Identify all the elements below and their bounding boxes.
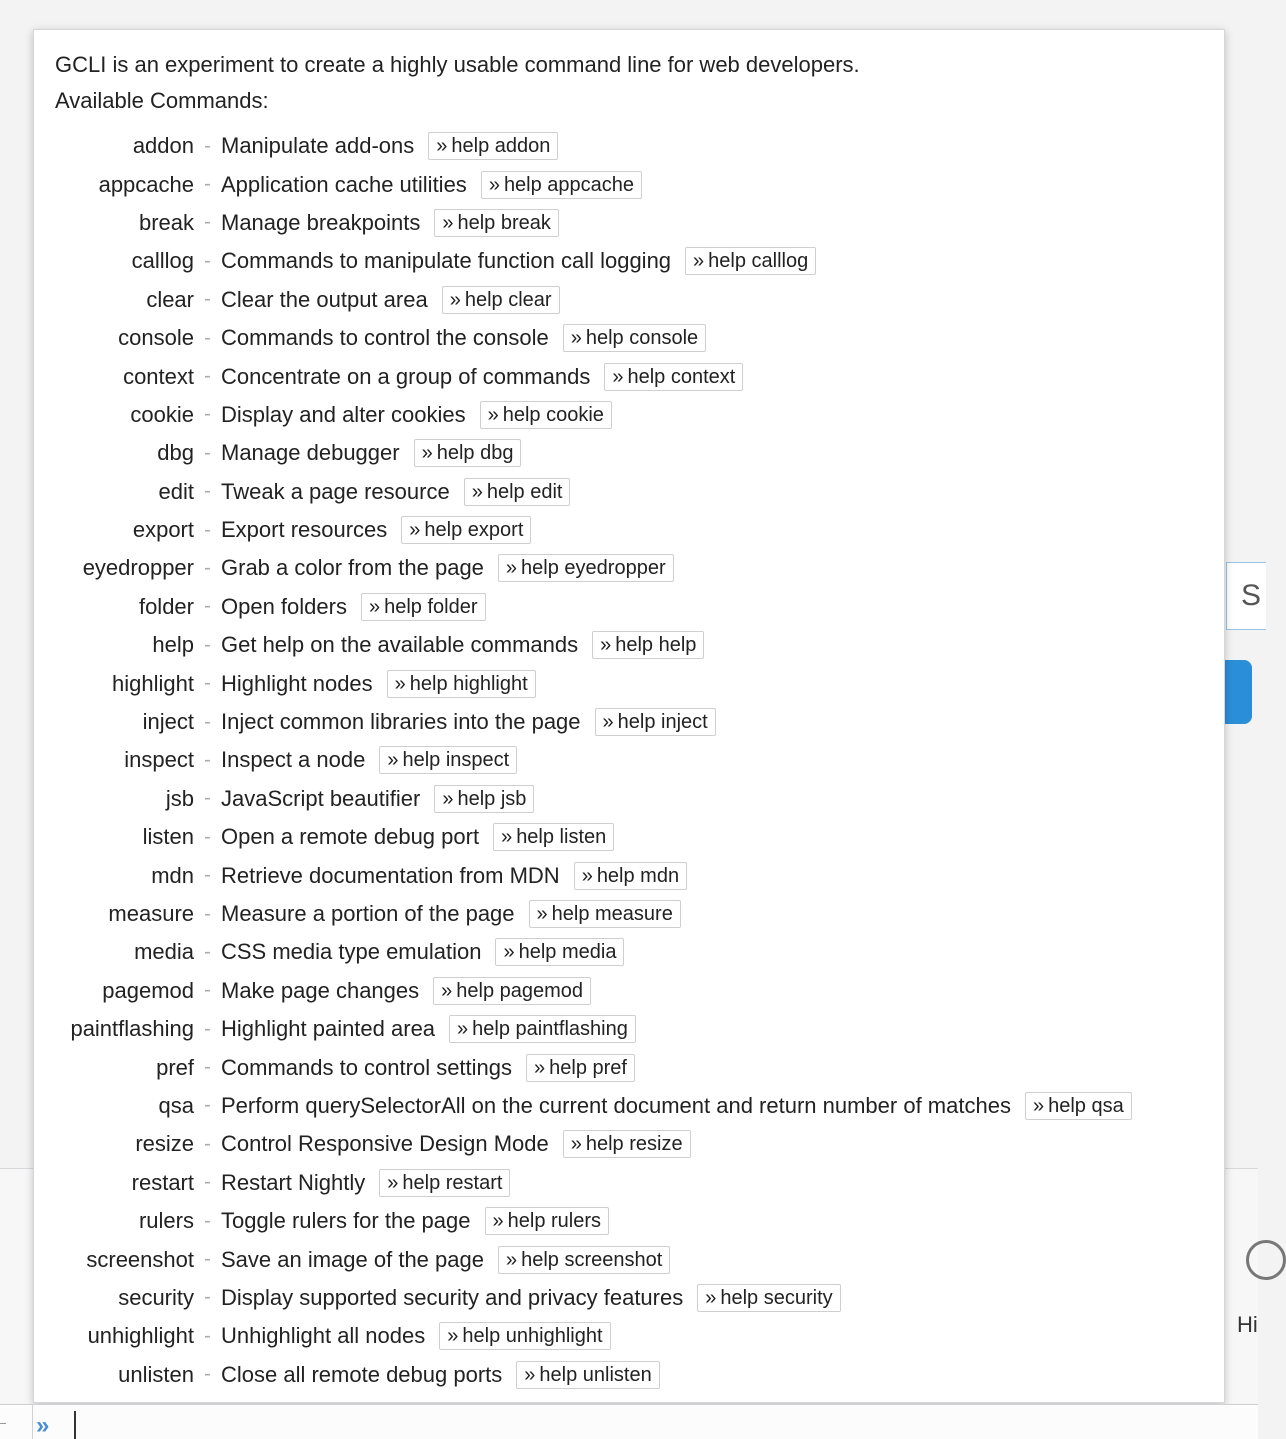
command-name: screenshot [86,1246,194,1272]
command-name: unlisten [118,1361,194,1387]
command-row [34,319,1226,357]
help-command-button[interactable] [685,247,816,275]
commands-list [34,127,1226,1394]
command-separator: - [204,403,211,426]
command-description: Get help on the available commands [221,632,579,658]
command-row [34,549,1226,587]
command-name: context [123,363,194,389]
command-line[interactable] [0,1404,1258,1439]
help-command-label: help resize [585,1133,683,1156]
command-name: measure [108,901,194,926]
double-chevron-icon: » [421,442,433,465]
double-chevron-icon: » [570,1133,582,1156]
command-description: Tweak a page resource [221,478,450,504]
command-row [34,434,1226,472]
command-description: Measure a portion of the page [221,901,515,926]
help-command-button[interactable] [428,132,558,160]
command-description: Unhighlight all nodes [221,1323,426,1349]
command-separator: - [204,710,211,733]
help-command-button[interactable] [595,708,716,736]
command-description: Commands to manipulate function call logging [221,248,672,274]
command-name: break [138,209,194,235]
command-row [34,856,1226,894]
command-separator: - [204,326,211,349]
help-command-label: help qsa [1048,1094,1124,1117]
command-description: JavaScript beautifier [221,785,421,811]
double-chevron-icon: » [442,787,454,810]
help-command-button[interactable] [401,516,531,544]
help-command-label: help measure [551,903,673,925]
command-description: Concentrate on a group of commands [221,363,591,389]
command-separator: - [204,1132,211,1155]
help-command-button[interactable] [498,1246,670,1274]
double-chevron-icon: » [693,250,705,273]
cmdline-left-marker [0,1423,6,1424]
help-command-button[interactable] [563,324,706,352]
help-command-label: help inspect [402,749,510,772]
help-command-button[interactable] [516,1361,659,1389]
text-cursor [74,1411,76,1439]
help-command-label: help highlight [409,672,528,695]
help-command-button[interactable] [493,823,614,851]
command-name: pagemod [102,977,194,1003]
help-command-button[interactable] [604,363,743,391]
command-separator: - [204,441,211,464]
command-row [34,1048,1226,1086]
command-separator: - [204,518,211,541]
help-command-label: help cookie [502,403,604,426]
command-description: Control Responsive Design Mode [221,1131,549,1157]
command-row [34,895,1226,933]
help-command-button[interactable] [574,862,687,890]
command-row [34,1125,1226,1163]
double-chevron-icon: » [436,135,448,158]
help-command-button[interactable] [697,1284,840,1312]
double-chevron-icon: » [394,672,406,695]
command-separator: - [204,365,211,388]
command-name: restart [131,1169,194,1195]
command-separator: - [204,825,211,848]
help-command-label: help clear [464,288,552,311]
double-chevron-icon: » [534,1056,546,1079]
help-command-label: help pref [549,1056,627,1079]
command-description: Display supported security and privacy features [221,1284,684,1310]
command-separator: - [204,864,211,887]
double-chevron-icon: » [442,211,454,234]
help-command-button[interactable] [481,171,642,199]
command-name: pref [156,1054,194,1080]
command-separator: - [204,556,211,579]
help-command-label: help mdn [596,864,680,887]
double-chevron-icon: » [471,480,483,503]
command-separator: - [204,211,211,234]
command-description: Manage debugger [221,440,400,466]
help-command-label: help jsb [457,787,527,810]
command-description: Inject common libraries into the page [221,709,581,735]
command-description: Save an image of the page [221,1246,484,1272]
background-hint-text: Hi [1237,1312,1258,1337]
double-chevron-icon: » [441,979,453,1002]
command-description: Highlight nodes [221,670,373,696]
help-command-button[interactable] [464,478,571,506]
help-command-label: help security [720,1286,833,1309]
command-row [34,204,1226,242]
double-chevron-icon: » [457,1018,469,1041]
help-command-button[interactable] [449,1015,636,1043]
command-row [34,1356,1226,1394]
help-command-button[interactable] [379,746,517,774]
double-chevron-icon: » [705,1286,717,1309]
command-separator: - [204,940,211,963]
command-description: Open folders [221,593,347,619]
double-chevron-icon: » [449,288,461,311]
command-name: mdn [151,862,194,888]
help-command-button[interactable] [480,401,612,429]
help-command-button[interactable] [592,631,704,659]
help-command-label: help edit [486,480,563,503]
command-name: eyedropper [82,555,194,581]
command-row [34,127,1226,165]
help-command-label: help pagemod [456,979,584,1002]
command-row [34,1202,1226,1240]
command-description: CSS media type emulation [221,939,482,965]
command-name: addon [132,133,194,159]
help-command-button[interactable] [526,1054,635,1082]
help-command-button[interactable] [439,1322,610,1350]
help-command-label: help export [424,519,524,542]
command-separator: - [204,672,211,695]
help-command-label: help context [627,365,736,388]
double-chevron-icon: » [600,634,612,657]
command-description: Manipulate add-ons [221,133,415,159]
command-separator: - [204,748,211,771]
help-command-label: help calllog [708,250,809,273]
command-row [34,933,1226,971]
command-row [34,741,1226,779]
help-command-button[interactable] [495,938,624,966]
command-separator: - [204,1056,211,1079]
double-chevron-icon: » [387,1171,399,1194]
command-row [34,1087,1226,1125]
help-command-label: help listen [516,826,607,849]
command-row [34,357,1226,395]
help-command-label: help folder [384,595,478,618]
double-chevron-icon: » [447,1325,459,1348]
help-command-label: help addon [451,135,551,158]
help-command-label: help eyedropper [521,557,666,580]
double-chevron-icon: » [409,519,421,542]
help-command-label: help screenshot [521,1248,663,1271]
double-chevron-icon: » [368,595,381,618]
help-command-label: help break [457,211,551,234]
command-name: resize [135,1131,194,1157]
double-chevron-icon: » [487,403,499,426]
help-command-button[interactable] [442,286,560,314]
help-command-label: help rulers [507,1210,602,1233]
command-name: qsa [158,1092,194,1118]
command-description: Application cache utilities [221,171,467,197]
command-name: paintflashing [70,1016,194,1042]
intro-text: GCLI is an experiment to create a highly usable command line for web developers. [55,52,860,77]
help-command-label: help unlisten [539,1363,652,1386]
help-command-button[interactable] [434,785,534,813]
command-separator: - [204,1248,211,1271]
command-name: calllog [131,248,194,274]
double-chevron-icon: » [581,864,593,887]
command-description: Commands to control the console [221,325,549,351]
command-separator: - [204,1094,211,1117]
help-command-button[interactable] [563,1130,691,1158]
double-chevron-icon: » [387,749,399,772]
command-name: inspect [124,747,194,773]
help-command-button[interactable] [485,1207,610,1235]
command-separator: - [204,288,211,311]
command-description: Perform querySelectorAll on the current document and return number of matches [221,1092,1011,1118]
help-command-button[interactable] [434,209,559,237]
command-name: highlight [112,670,194,696]
command-name: console [118,325,194,351]
command-description: Open a remote debug port [221,824,480,850]
command-row [34,780,1226,818]
help-command-label: help console [585,327,699,350]
help-command-label: help help [615,634,697,657]
help-command-button[interactable] [387,670,536,698]
command-row [34,818,1226,856]
command-separator: - [204,633,211,656]
command-row [34,1279,1226,1317]
double-chevron-icon: » [612,365,624,388]
command-description: Close all remote debug ports [221,1361,503,1387]
double-chevron-icon: » [488,173,500,196]
command-separator: - [204,1286,211,1309]
double-chevron-icon: » [36,1412,50,1439]
command-description: Clear the output area [221,286,428,312]
command-separator: - [204,1209,211,1232]
help-command-label: help appcache [503,173,635,196]
command-row [34,165,1226,203]
help-command-label: help restart [402,1171,503,1194]
command-name: clear [146,286,194,312]
available-commands-label: Available Commands: [55,88,269,113]
command-row [34,1240,1226,1278]
command-separator: - [204,787,211,810]
help-command-label: help paintflashing [472,1018,628,1041]
help-command-label: help dbg [436,442,514,465]
command-description: Export resources [221,517,388,543]
command-name: appcache [98,171,194,197]
command-separator: - [204,480,211,503]
gcli-help-popup [33,29,1225,1403]
command-row [34,473,1226,511]
command-row [34,972,1226,1010]
command-row [34,703,1226,741]
command-name: cookie [130,401,194,427]
command-row [34,1164,1226,1202]
command-separator: - [204,1171,211,1194]
double-chevron-icon: » [602,711,614,734]
command-description: Retrieve documentation from MDN [221,862,560,888]
background-blue-button[interactable] [1222,660,1252,724]
double-chevron-icon: » [505,557,518,580]
double-chevron-icon: » [570,327,582,350]
help-command-label: help unhighlight [462,1325,603,1348]
command-name: dbg [157,440,194,466]
background-input-text: S [1241,579,1262,612]
command-separator: - [204,173,211,196]
command-row [34,664,1226,702]
command-separator: - [204,1363,211,1386]
double-chevron-icon: » [492,1210,504,1233]
help-command-button[interactable] [379,1169,510,1197]
help-command-label: help media [518,941,617,964]
help-command-label: help inject [617,711,708,734]
command-description: Manage breakpoints [221,209,421,235]
help-command-button[interactable] [529,900,681,928]
command-row [34,396,1226,434]
command-separator: - [204,902,211,925]
command-name: folder [138,593,194,619]
command-name: edit [158,478,194,504]
help-command-button[interactable] [498,554,674,582]
command-separator: - [204,979,211,1002]
command-description: Commands to control settings [221,1054,513,1080]
command-row [34,626,1226,664]
command-row [34,1317,1226,1355]
command-row [34,1010,1226,1048]
cmdline-separator [32,1405,33,1439]
command-description: Display and alter cookies [221,401,466,427]
double-chevron-icon: » [501,826,513,849]
command-description: Grab a color from the page [221,555,484,581]
command-separator: - [204,134,211,157]
command-separator: - [204,1324,211,1347]
double-chevron-icon: » [524,1363,536,1386]
help-command-button[interactable] [414,439,522,467]
command-separator: - [204,249,211,272]
double-chevron-icon: » [1032,1094,1045,1117]
command-row [34,281,1226,319]
command-name: help [152,632,194,658]
command-name: export [132,517,194,543]
command-separator: - [204,595,211,618]
command-name: inject [142,709,194,735]
help-command-button[interactable] [1025,1092,1132,1120]
double-chevron-icon: » [503,941,515,964]
command-row [34,511,1226,549]
command-name: rulers [138,1208,194,1234]
command-row [34,588,1226,626]
double-chevron-icon: » [536,903,548,925]
command-separator: - [204,1017,211,1040]
command-name: media [134,939,194,965]
command-description: Toggle rulers for the page [221,1208,471,1234]
command-description: Make page changes [221,977,420,1003]
command-name: security [118,1284,194,1310]
command-row [34,242,1226,280]
command-name: listen [142,824,194,850]
background-search-input[interactable] [1226,562,1266,630]
double-chevron-icon: » [505,1248,518,1271]
command-description: Highlight painted area [221,1016,436,1042]
command-description: Restart Nightly [221,1169,366,1195]
help-command-button[interactable] [361,593,486,621]
command-name: jsb [165,785,194,811]
help-command-button[interactable] [433,977,591,1005]
command-name: unhighlight [87,1323,194,1349]
command-description: Inspect a node [221,747,366,773]
background-circle-icon[interactable] [1246,1240,1286,1280]
